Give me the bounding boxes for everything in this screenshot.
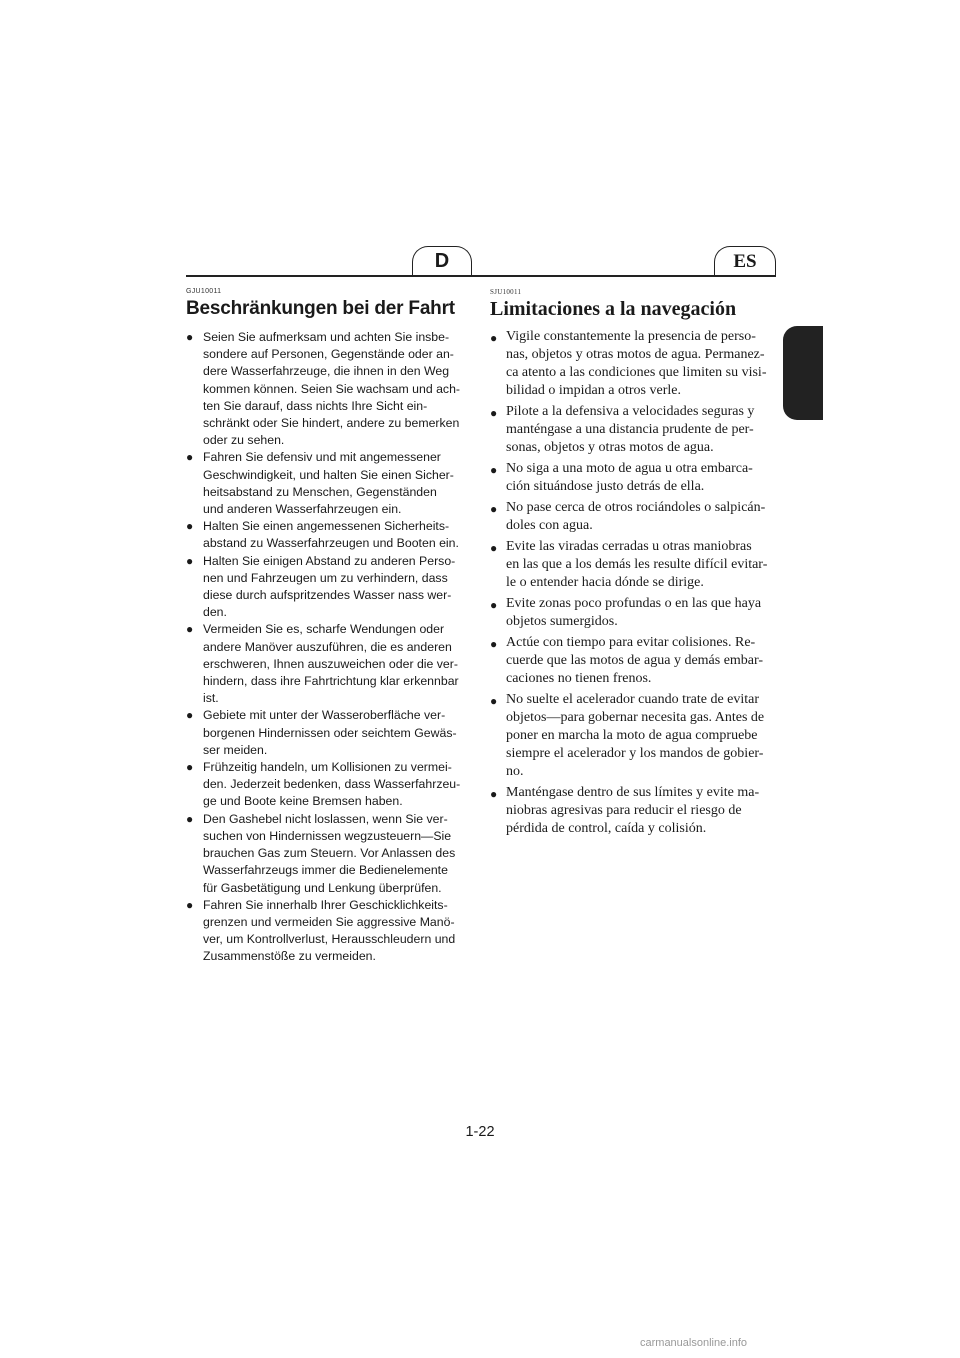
- list-item: [186, 811, 471, 897]
- bullet-icon: ●: [490, 463, 498, 477]
- german-column: [186, 288, 471, 966]
- item-line: erschweren, Ihnen auszuweichen oder die ver-: [203, 656, 458, 671]
- bullet-icon: ●: [186, 708, 194, 723]
- item-line: cuerde que las motos de agua y demás embar-: [506, 653, 764, 668]
- list-item: [186, 329, 471, 449]
- item-line: Evite las viradas cerradas u otras maniobras: [506, 539, 752, 554]
- item-line: kommen können. Seien Sie wachsam und ach-: [203, 381, 461, 396]
- bullet-icon: ●: [490, 598, 498, 612]
- bullet-icon: ●: [186, 330, 194, 344]
- item-line: Zusammenstöße zu vermeiden.: [203, 949, 376, 964]
- item-line: Gebiete mit unter der Wasseroberfläche ver-: [203, 708, 446, 723]
- item-line: Halten Sie einigen Abstand zu anderen Perso-: [203, 553, 456, 568]
- item-line: nen und Fahrzeugen um zu verhindern, dass: [203, 570, 448, 585]
- bullet-icon: ●: [186, 811, 194, 826]
- bullet-list: [490, 328, 774, 838]
- item-line: nas, objetos y otras motos de agua. Permanez-: [506, 347, 765, 362]
- item-line: abstand zu Wasserfahrzeugen und Booten ein.: [203, 536, 459, 551]
- section-title: Beschränkungen bei der Fahrt: [186, 298, 455, 319]
- item-line: oder zu sehen.: [203, 433, 285, 448]
- item-line: den. Jederzeit bedenken, dass Wasserfahrzeu-: [203, 777, 461, 792]
- item-line: brauchen Gas zum Steuern. Vor Anlassen des: [203, 846, 456, 861]
- list-item: [186, 759, 471, 811]
- bullet-icon: ●: [490, 694, 498, 708]
- item-line: No pase cerca de otros rociándoles o salpicán-: [506, 500, 766, 515]
- item-line: ser meiden.: [203, 742, 268, 757]
- item-line: ver, um Kontrollverlust, Herausschleudern und: [203, 932, 456, 947]
- bullet-icon: ●: [186, 760, 194, 775]
- bullet-icon: ●: [490, 787, 498, 801]
- item-line: No suelte el acelerador cuando trate de evitar: [506, 692, 760, 707]
- item-line: den.: [203, 605, 227, 620]
- item-line: doles con agua.: [506, 518, 593, 533]
- item-line: Fahren Sie innerhalb Ihrer Geschicklichkeits-: [203, 897, 448, 912]
- item-line: caciones no tienen frenos.: [506, 671, 652, 686]
- section-code: GJU10011: [186, 288, 222, 295]
- list-item: [186, 449, 471, 518]
- item-line: Actúe con tiempo para evitar colisiones. Re-: [506, 635, 756, 650]
- section-code: SJU10011: [490, 288, 522, 296]
- list-item: [490, 595, 774, 631]
- list-item: [490, 328, 774, 400]
- bullet-icon: ●: [490, 541, 498, 555]
- item-line: Geschwindigkeit, und halten Sie einen Sicher-: [203, 467, 454, 482]
- item-line: Evite zonas poco profundas o en las que haya: [506, 596, 762, 611]
- item-line: objetos sumergidos.: [506, 614, 618, 629]
- bullet-icon: ●: [490, 502, 498, 516]
- bullet-icon: ●: [186, 622, 194, 637]
- item-line: le o entender hacia dónde se dirige.: [506, 575, 704, 590]
- list-item: [490, 460, 774, 496]
- item-line: ten Sie darauf, dass nichts Ihre Sicht ein-: [203, 398, 428, 413]
- page-number: 1-22: [465, 1124, 495, 1140]
- chapter-thumb-tab: [783, 326, 823, 420]
- list-item: [186, 553, 471, 622]
- item-line: siempre el acelerador y los mandos de gobier-: [506, 746, 764, 761]
- item-line: Pilote a la defensiva a velocidades seguras y: [506, 404, 755, 419]
- item-line: No siga a una moto de agua u otra embarca-: [506, 461, 753, 476]
- bullet-icon: ●: [186, 897, 194, 912]
- item-line: borgenen Hindernissen oder seichtem Gewäs-: [203, 725, 457, 740]
- item-line: dere Wasserfahrzeuge, die ihnen in den Weg: [203, 364, 450, 379]
- item-line: Vigile constantemente la presencia de perso-: [506, 329, 756, 344]
- item-line: ge und Boote keine Bremsen haben.: [203, 794, 403, 809]
- item-line: grenzen und vermeiden Sie aggressive Manö-: [203, 914, 455, 929]
- header-rule: [186, 275, 776, 277]
- bullet-icon: ●: [490, 637, 498, 651]
- item-line: Seien Sie aufmerksam und achten Sie insbe-: [203, 330, 450, 344]
- list-item: [490, 784, 774, 838]
- item-line: Fahren Sie defensiv und mit angemessener: [203, 450, 441, 465]
- item-line: Frühzeitig handeln, um Kollisionen zu vermei-: [203, 760, 452, 775]
- item-line: niobras agresivas para reducir el riesgo de: [506, 803, 742, 818]
- item-line: sondere auf Personen, Gegenstände oder an-: [203, 347, 454, 362]
- item-line: heitsabstand zu Menschen, Gegenständen: [203, 484, 437, 499]
- list-item: [186, 518, 471, 552]
- item-line: Manténgase dentro de sus límites y evite ma-: [506, 785, 760, 800]
- list-item: [490, 634, 774, 688]
- bullet-icon: ●: [186, 519, 194, 534]
- list-item: [490, 691, 774, 781]
- language-tab-spanish: ES: [714, 246, 776, 276]
- item-line: Vermeiden Sie es, scharfe Wendungen oder: [203, 622, 445, 637]
- list-item: [186, 621, 471, 707]
- list-item: [490, 538, 774, 592]
- item-line: diese durch aufspritzendes Wasser nass wer-: [203, 588, 452, 603]
- item-line: ist.: [203, 691, 219, 706]
- item-line: Den Gashebel nicht loslassen, wenn Sie ver-: [203, 811, 448, 826]
- item-line: ción situándose justo detrás de ella.: [506, 479, 705, 494]
- item-line: poner en marcha la moto de agua compruebe: [506, 728, 758, 743]
- item-line: sonas, objetos y otras motos de agua.: [506, 440, 714, 455]
- item-line: und anderen Wasserfahrzeugen ein.: [203, 502, 402, 517]
- item-line: objetos—para gobernar necesita gas. Antes de: [506, 710, 765, 725]
- item-line: hindern, dass ihre Fahrtrichtung klar erkennbar: [203, 674, 459, 689]
- item-line: pérdida de control, caída y colisión.: [506, 821, 707, 836]
- item-line: bilidad o impidan a otros verle.: [506, 383, 681, 398]
- section-title: Limitaciones a la navegación: [490, 298, 737, 320]
- language-tab-german: D: [412, 246, 472, 276]
- item-line: ca atento a las condiciones que limiten su visi-: [506, 365, 767, 380]
- item-line: Wasserfahrzeugs immer die Bedienelemente: [203, 863, 448, 878]
- bullet-icon: ●: [490, 331, 498, 345]
- spanish-column: [490, 288, 774, 841]
- bullet-icon: ●: [186, 450, 194, 465]
- bullet-icon: ●: [490, 406, 498, 420]
- list-item: [186, 707, 471, 759]
- list-item: [490, 403, 774, 457]
- watermark: carmanualsonline.info: [640, 1337, 748, 1349]
- item-line: andere Manöver auszuführen, die es anderen: [203, 639, 452, 654]
- item-line: no.: [506, 764, 524, 779]
- item-line: für Gasbetätigung und Lenkung überprüfen.: [203, 880, 442, 895]
- item-line: manténgase a una distancia prudente de per-: [506, 422, 754, 437]
- list-item: [490, 499, 774, 535]
- item-line: suchen von Hindernissen wegzusteuern—Sie: [203, 828, 452, 843]
- item-line: en las que a los demás les resulte difícil evitar-: [506, 557, 768, 572]
- list-item: [186, 897, 471, 966]
- item-line: schränkt oder Sie hindert, andere zu bemerken: [203, 416, 460, 431]
- bullet-list: [186, 329, 471, 966]
- item-line: Halten Sie einen angemessenen Sicherheits-: [203, 519, 450, 534]
- bullet-icon: ●: [186, 553, 194, 568]
